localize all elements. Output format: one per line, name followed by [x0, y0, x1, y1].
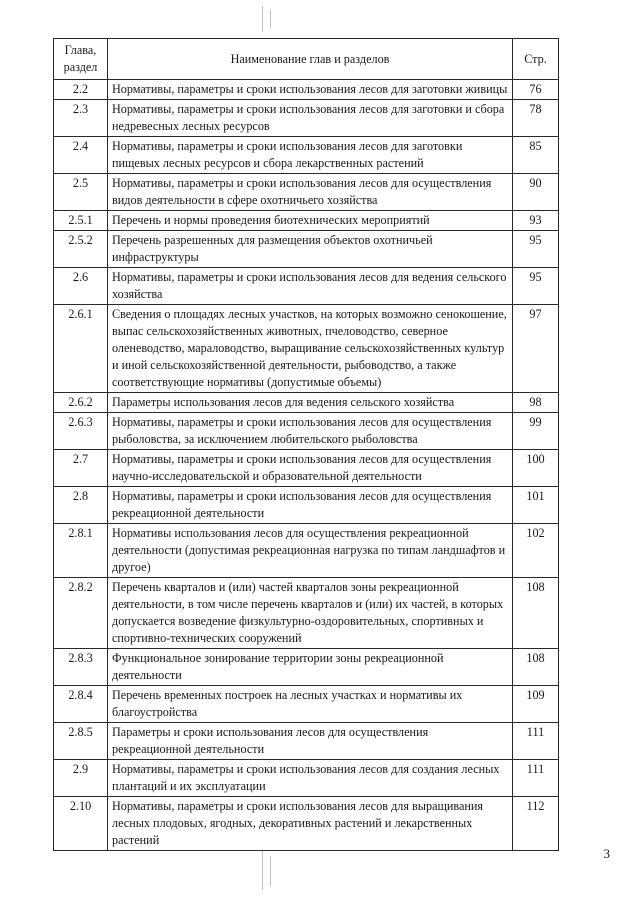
- section-number: 2.8.5: [54, 723, 108, 760]
- table-header-row: [54, 39, 559, 80]
- section-number: 2.6: [54, 268, 108, 305]
- section-title: Нормативы, параметры и сроки использования лесов для заготовки пищевых лесных ресурсов и сбора лекарственных растений: [108, 137, 513, 174]
- table-row: [54, 649, 559, 686]
- section-page: 98: [513, 393, 559, 413]
- table-row: [54, 487, 559, 524]
- section-number: 2.8: [54, 487, 108, 524]
- section-page: 100: [513, 450, 559, 487]
- table-row: [54, 80, 559, 100]
- scan-artifact: [262, 6, 263, 32]
- section-number: 2.6.1: [54, 305, 108, 393]
- scan-artifact: [270, 10, 271, 28]
- table-row: [54, 578, 559, 649]
- section-number: 2.10: [54, 797, 108, 851]
- section-page: 111: [513, 723, 559, 760]
- section-title: Нормативы, параметры и сроки использования лесов для осуществления рекреационной деятельности: [108, 487, 513, 524]
- section-number: 2.5: [54, 174, 108, 211]
- section-title: Параметры и сроки использования лесов для осуществления рекреационной деятельности: [108, 723, 513, 760]
- section-page: 90: [513, 174, 559, 211]
- table-row: [54, 723, 559, 760]
- table-of-contents: [53, 38, 559, 851]
- table-row: [54, 450, 559, 487]
- table-row: [54, 137, 559, 174]
- table-row: [54, 393, 559, 413]
- section-title: Перечень разрешенных для размещения объектов охотничьей инфраструктуры: [108, 231, 513, 268]
- section-page: 109: [513, 686, 559, 723]
- section-title: Перечень временных построек на лесных участках и нормативы их благоустройства: [108, 686, 513, 723]
- section-page: 85: [513, 137, 559, 174]
- section-title: Функциональное зонирование территории зоны рекреационной деятельности: [108, 649, 513, 686]
- section-page: 111: [513, 760, 559, 797]
- section-page: 97: [513, 305, 559, 393]
- section-title: Перечень и нормы проведения биотехнических мероприятий: [108, 211, 513, 231]
- table-row: [54, 211, 559, 231]
- section-title: Параметры использования лесов для ведения сельского хозяйства: [108, 393, 513, 413]
- section-number: 2.6.3: [54, 413, 108, 450]
- table-row: [54, 174, 559, 211]
- section-page: 93: [513, 211, 559, 231]
- section-number: 2.5.1: [54, 211, 108, 231]
- header-page: Стр.: [513, 39, 559, 80]
- section-page: 95: [513, 268, 559, 305]
- section-title: Нормативы, параметры и сроки использования лесов для осуществления видов деятельности в сфере охотничьего хозяйства: [108, 174, 513, 211]
- table-row: [54, 760, 559, 797]
- section-page: 78: [513, 100, 559, 137]
- section-page: 112: [513, 797, 559, 851]
- scan-artifact: [262, 850, 263, 890]
- section-page: 101: [513, 487, 559, 524]
- section-page: 76: [513, 80, 559, 100]
- section-number: 2.9: [54, 760, 108, 797]
- table-row: [54, 231, 559, 268]
- section-title: Сведения о площадях лесных участков, на которых возможно сенокошение, выпас сельскохозяйственных животных, пчеловодство, северное оленеводство, мараловодство, выращивание сельскохозяйственных культур и иной сельскохозяйственной деятельности, рыбоводство, а также соответствующие нормативы (допустимые объемы): [108, 305, 513, 393]
- section-page: 102: [513, 524, 559, 578]
- header-title: Наименование глав и разделов: [108, 39, 513, 80]
- table-row: [54, 797, 559, 851]
- header-chapter-section: Глава, раздел: [54, 39, 108, 80]
- section-number: 2.2: [54, 80, 108, 100]
- section-number: 2.6.2: [54, 393, 108, 413]
- section-number: 2.8.2: [54, 578, 108, 649]
- table-row: [54, 305, 559, 393]
- table-row: [54, 413, 559, 450]
- section-page: 108: [513, 649, 559, 686]
- table-row: [54, 100, 559, 137]
- section-title: Нормативы, параметры и сроки использования лесов для ведения сельского хозяйства: [108, 268, 513, 305]
- table-row: [54, 268, 559, 305]
- section-number: 2.8.3: [54, 649, 108, 686]
- section-title: Нормативы, параметры и сроки использования лесов для осуществления рыболовства, за исключением любительского рыболовства: [108, 413, 513, 450]
- table-body: [54, 80, 559, 851]
- section-title: Нормативы, параметры и сроки использования лесов для выращивания лесных плодовых, ягодных, декоративных растений и лекарственных растений: [108, 797, 513, 851]
- section-page: 108: [513, 578, 559, 649]
- section-number: 2.8.4: [54, 686, 108, 723]
- section-title: Нормативы, параметры и сроки использования лесов для заготовки живицы: [108, 80, 513, 100]
- section-title: Перечень кварталов и (или) частей кварталов зоны рекреационной деятельности, в том числе перечень кварталов и (или) их частей, в которых допускается возведение физкультурно-оздоровительных, спортивных и спортивно-технических сооружений: [108, 578, 513, 649]
- section-title: Нормативы, параметры и сроки использования лесов для осуществления научно-исследовательской и образовательной деятельности: [108, 450, 513, 487]
- scan-artifact: [270, 856, 271, 886]
- table-row: [54, 524, 559, 578]
- section-number: 2.3: [54, 100, 108, 137]
- section-page: 99: [513, 413, 559, 450]
- table-row: [54, 686, 559, 723]
- section-number: 2.7: [54, 450, 108, 487]
- section-number: 2.5.2: [54, 231, 108, 268]
- section-title: Нормативы использования лесов для осуществления рекреационной деятельности (допустимая рекреационная нагрузка по типам ландшафтов и другое): [108, 524, 513, 578]
- section-number: 2.4: [54, 137, 108, 174]
- page-number: 3: [603, 846, 610, 861]
- section-title: Нормативы, параметры и сроки использования лесов для заготовки и сбора недревесных лесных ресурсов: [108, 100, 513, 137]
- section-page: 95: [513, 231, 559, 268]
- section-number: 2.8.1: [54, 524, 108, 578]
- section-title: Нормативы, параметры и сроки использования лесов для создания лесных плантаций и их эксплуатации: [108, 760, 513, 797]
